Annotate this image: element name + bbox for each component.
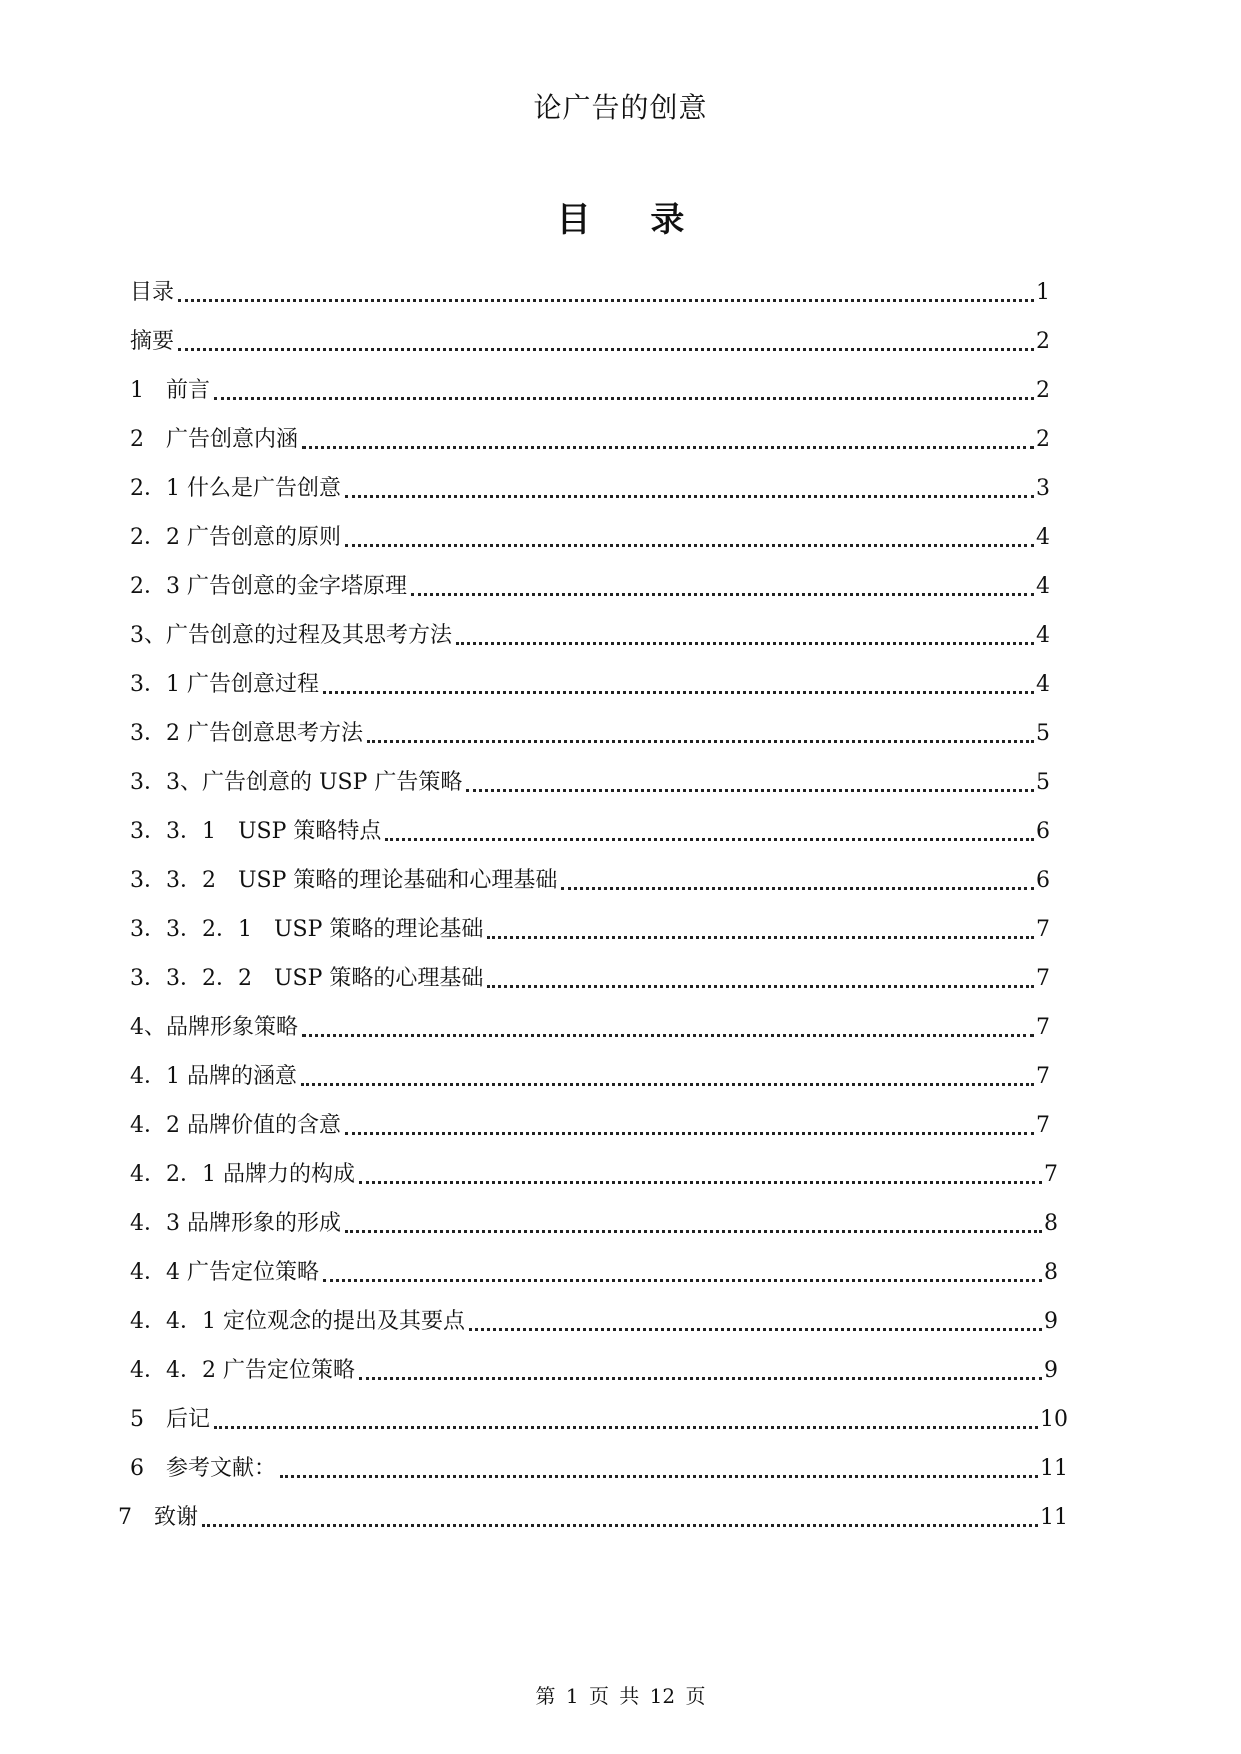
toc-entry-label: 2．2 广告创意的原则	[130, 525, 341, 550]
toc-dot-leader	[359, 1376, 1042, 1380]
toc-entry	[130, 566, 1050, 602]
toc-entry-label: 4．1 品牌的涵意	[130, 1064, 297, 1089]
toc-dot-leader	[323, 1278, 1042, 1282]
toc-entry-label: 6 参考文献：	[130, 1456, 276, 1481]
toc-entry-label: 4．4．1 定位观念的提出及其要点	[130, 1309, 465, 1334]
toc-entry-label: 3．3．2 USP 策略的理论基础和心理基础	[130, 868, 558, 893]
toc-dot-leader	[469, 1327, 1042, 1331]
toc-entry	[130, 321, 1050, 357]
toc-dot-leader	[178, 298, 1034, 302]
toc-entry-page: 3	[1036, 476, 1050, 501]
page-footer: 第 1 页 共 12 页	[535, 1684, 706, 1708]
toc-entry	[130, 1448, 1068, 1484]
toc-dot-leader	[345, 1131, 1034, 1135]
toc-entry	[130, 713, 1050, 749]
toc-entry-label: 5 后记	[130, 1407, 210, 1432]
toc-entry-label: 3．2 广告创意思考方法	[130, 721, 363, 746]
toc-entry-label: 4．2 品牌价值的含意	[130, 1113, 341, 1138]
toc-entry-page: 7	[1036, 1113, 1050, 1138]
toc-entry	[130, 1203, 1058, 1239]
toc-entry	[130, 1350, 1058, 1386]
toc-entry-page: 2	[1036, 378, 1050, 403]
toc-entry-page: 9	[1044, 1309, 1058, 1334]
toc-entry-page: 7	[1044, 1162, 1058, 1187]
toc-entry	[130, 370, 1050, 406]
toc-entry-page: 2	[1036, 329, 1050, 354]
toc-entry-label: 4．2．1 品牌力的构成	[130, 1162, 355, 1187]
toc-entry-page: 8	[1044, 1211, 1058, 1236]
toc-dot-leader	[301, 1082, 1034, 1086]
toc-entry	[130, 664, 1050, 700]
toc-entry-label: 2．1 什么是广告创意	[130, 476, 341, 501]
toc-entry-label: 4．4 广告定位策略	[130, 1260, 319, 1285]
toc-entry-page: 6	[1036, 819, 1050, 844]
toc-dot-leader	[323, 690, 1034, 694]
toc-entry-page: 9	[1044, 1358, 1058, 1383]
toc-entry-label: 4、品牌形象策略	[130, 1015, 298, 1040]
toc-dot-leader	[487, 984, 1034, 988]
document-title: 论广告的创意	[533, 91, 708, 124]
toc-entry	[130, 1154, 1058, 1190]
toc-entry-page: 7	[1036, 1064, 1050, 1089]
toc-entry	[130, 909, 1050, 945]
toc-entry-page: 6	[1036, 868, 1050, 893]
toc-dot-leader	[385, 837, 1034, 841]
toc-entry-page: 10	[1040, 1407, 1068, 1432]
toc-dot-leader	[202, 1523, 1038, 1527]
toc-entry-page: 4	[1036, 623, 1050, 648]
toc-entry	[130, 811, 1050, 847]
toc-entry	[130, 468, 1050, 504]
toc-entry	[130, 615, 1050, 651]
toc-entry	[130, 1399, 1068, 1435]
toc-dot-leader	[345, 543, 1034, 547]
toc-entry-page: 7	[1036, 917, 1050, 942]
toc-dot-leader	[214, 396, 1034, 400]
toc-dot-leader	[411, 592, 1034, 596]
toc-entry-label: 2．3 广告创意的金字塔原理	[130, 574, 407, 599]
toc-entry-label: 3．3．2．2 USP 策略的心理基础	[130, 966, 484, 991]
toc-entry	[118, 1497, 1068, 1533]
toc-entry-page: 7	[1036, 1015, 1050, 1040]
toc-entry-page: 2	[1036, 427, 1050, 452]
toc-dot-leader	[280, 1474, 1038, 1478]
toc-dot-leader	[359, 1180, 1042, 1184]
toc-dot-leader	[367, 739, 1034, 743]
toc-entry-page: 5	[1036, 770, 1050, 795]
toc-entry-label: 3．3．1 USP 策略特点	[130, 819, 382, 844]
toc-dot-leader	[345, 1229, 1042, 1233]
toc-entry	[130, 419, 1050, 455]
toc-entry-label: 摘要	[130, 329, 175, 354]
toc-entry-page: 7	[1036, 966, 1050, 991]
toc-entry-label: 2 广告创意内涵	[130, 427, 298, 452]
toc-dot-leader	[302, 1033, 1034, 1037]
toc-entry	[130, 272, 1050, 308]
toc-entry	[130, 958, 1050, 994]
toc-entry-label: 1 前言	[130, 378, 210, 403]
toc-entry	[130, 860, 1050, 896]
toc-entry	[130, 1056, 1050, 1092]
toc-dot-leader	[302, 445, 1034, 449]
toc-entry-label: 目录	[130, 280, 175, 305]
toc-entry	[130, 762, 1050, 798]
toc-entry-label: 3．3、广告创意的 USP 广告策略	[130, 770, 463, 795]
toc-entry-page: 4	[1036, 672, 1050, 697]
toc-dot-leader	[487, 935, 1034, 939]
toc-entry-label: 3．3．2．1 USP 策略的理论基础	[130, 917, 484, 942]
toc-dot-leader	[214, 1425, 1038, 1429]
toc-entry	[130, 517, 1050, 553]
toc-entry-page: 8	[1044, 1260, 1058, 1285]
toc-entry-page: 4	[1036, 574, 1050, 599]
toc-entry	[130, 1301, 1058, 1337]
toc-dot-leader	[466, 788, 1034, 792]
toc-entry-label: 4．3 品牌形象的形成	[130, 1211, 341, 1236]
toc-entry-page: 4	[1036, 525, 1050, 550]
toc-dot-leader	[178, 347, 1034, 351]
toc-entry-page: 11	[1040, 1456, 1068, 1481]
toc-entry-page: 1	[1036, 280, 1050, 305]
toc-entry	[130, 1105, 1050, 1141]
toc-entry-label: 3、广告创意的过程及其思考方法	[130, 623, 452, 648]
toc-entry	[130, 1007, 1050, 1043]
toc-entry-label: 4．4．2 广告定位策略	[130, 1358, 355, 1383]
toc-entry-label: 7 致谢	[118, 1505, 198, 1530]
toc-dot-leader	[456, 641, 1034, 645]
toc-entry-label: 3．1 广告创意过程	[130, 672, 319, 697]
toc-entry	[130, 1252, 1058, 1288]
toc-entry-page: 11	[1040, 1505, 1068, 1530]
toc-entry-page: 5	[1036, 721, 1050, 746]
toc-dot-leader	[561, 886, 1034, 890]
toc-heading: 目 录	[556, 200, 709, 240]
toc-dot-leader	[345, 494, 1034, 498]
